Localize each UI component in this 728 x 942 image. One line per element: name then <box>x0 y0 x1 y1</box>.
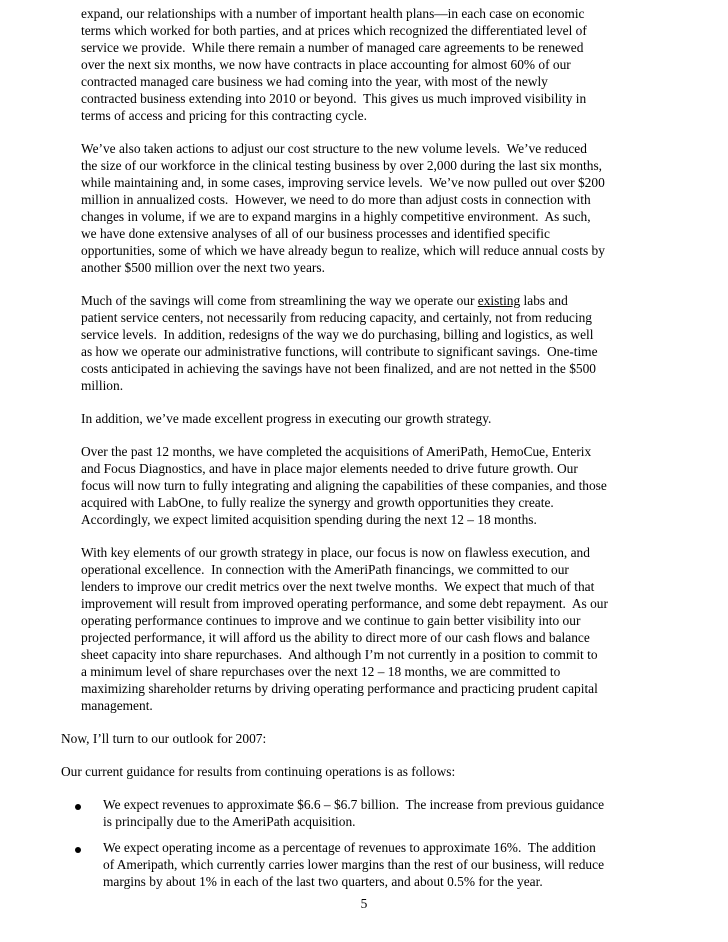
text-run: labs and <box>520 293 568 308</box>
paragraph-line: Now, I’ll turn to our outlook for 2007: <box>61 731 267 746</box>
paragraph-line: expand, our relationships with a number of important health plans—in each case on economic <box>81 6 585 21</box>
paragraph-line: another $500 million over the next two years. <box>81 260 325 275</box>
paragraph-line: Our current guidance for results from continuing operations is as follows: <box>61 764 456 779</box>
paragraph-line: patient service centers, not necessarily from reducing capacity, and certainly, not from reducing <box>81 310 592 325</box>
bullet-line: margins by about 1% in each of the last two quarters, and about 0.5% for the year. <box>103 874 543 889</box>
underlined-word: existing <box>477 293 521 308</box>
paragraph-line: improvement will result from improved operating performance, and some debt repayment. As our <box>81 596 608 611</box>
bullet-line: is principally due to the AmeriPath acquisition. <box>103 814 356 829</box>
paragraph-line: terms of access and pricing for this contracting cycle. <box>81 108 367 123</box>
paragraph-line: million in annualized costs. However, we need to do more than adjust costs in connection with <box>81 192 591 207</box>
paragraph-line: a minimum level of share repurchases over the next 12 – 18 months, we are committed to <box>81 664 561 679</box>
paragraph-line: contracted managed care business we had coming into the year, with most of the newly <box>81 74 548 89</box>
paragraph-line: With key elements of our growth strategy in place, our focus is now on flawless execution, and <box>81 545 590 560</box>
paragraph-line: operating performance continues to improve and we continue to gain better visibility into our <box>81 613 581 628</box>
paragraph-line: terms which worked for both parties, and at prices which recognized the differentiated level of <box>81 23 587 38</box>
paragraph-line: and Focus Diagnostics, and have in place major elements needed to drive future growth. Our <box>81 461 578 476</box>
paragraph-line: service levels. In addition, redesigns of the way we do purchasing, billing and logistics, as well <box>81 327 594 342</box>
paragraph-line: sheet capacity into share repurchases. And although I’m not currently in a position to commit to <box>81 647 598 662</box>
paragraph-line: Accordingly, we expect limited acquisition spending during the next 12 – 18 months. <box>81 512 537 527</box>
paragraph-line: lenders to improve our credit metrics over the next twelve months. We expect that much of that <box>81 579 595 594</box>
paragraph-line: Over the past 12 months, we have completed the acquisitions of AmeriPath, HemoCue, Enterix <box>81 444 592 459</box>
paragraph-line: costs anticipated in achieving the savings have not been finalized, and are not netted in the $500 <box>81 361 597 376</box>
paragraph-line: acquired with LabOne, to fully realize the synergy and growth opportunities they create. <box>81 495 554 510</box>
paragraph-line: million. <box>81 378 124 393</box>
paragraph-line: as how we operate our administrative functions, will contribute to significant savings. One-time <box>81 344 598 359</box>
paragraph-line: we have done extensive analyses of all of our business processes and identified specific <box>81 226 550 241</box>
paragraph-line: over the next six months, we now have contracts in place accounting for almost 60% of our <box>81 57 571 72</box>
paragraph-line <box>81 293 568 309</box>
paragraph-line: changes in volume, if we are to expand margins in a highly competitive environment. As such, <box>81 209 591 224</box>
paragraph-line: while maintaining and, in some cases, improving service levels. We’ve now pulled out over $200 <box>81 175 605 190</box>
bullet-line: We expect operating income as a percentage of revenues to approximate 16%. The addition <box>103 840 596 855</box>
bullet-line: of Ameripath, which currently carries lower margins than the rest of our business, will reduce <box>103 857 605 872</box>
paragraph-line: focus will now turn to fully integrating and aligning the capabilities of these companies, and those <box>81 478 607 493</box>
paragraph-line: projected performance, it will afford us the ability to direct more of our cash flows and balance <box>81 630 590 645</box>
paragraph-line: operational excellence. In connection with the AmeriPath financings, we committed to our <box>81 562 569 577</box>
bullet-icon <box>75 847 81 853</box>
paragraph-line: contracted business extending into 2010 or beyond. This gives us much improved visibility in <box>81 91 587 106</box>
text-run: Much of the savings will come from streamlining the way we operate our <box>81 293 478 308</box>
paragraph-line: We’ve also taken actions to adjust our cost structure to the new volume levels. We’ve reduced <box>81 141 587 156</box>
paragraph-line: In addition, we’ve made excellent progress in executing our growth strategy. <box>81 411 492 426</box>
page-number: 5 <box>360 896 368 911</box>
paragraph-line: opportunities, some of which we have already begun to realize, which will reduce annual costs by <box>81 243 605 258</box>
paragraph-line: management. <box>81 698 153 713</box>
paragraph-line: the size of our workforce in the clinical testing business by over 2,000 during the last six months, <box>81 158 603 173</box>
bullet-icon <box>75 804 81 810</box>
paragraph-line: maximizing shareholder returns by driving operating performance and practicing prudent capital <box>81 681 598 696</box>
bullet-line: We expect revenues to approximate $6.6 – $6.7 billion. The increase from previous guidance <box>103 797 605 812</box>
paragraph-line: service we provide. While there remain a number of managed care agreements to be renewed <box>81 40 584 55</box>
